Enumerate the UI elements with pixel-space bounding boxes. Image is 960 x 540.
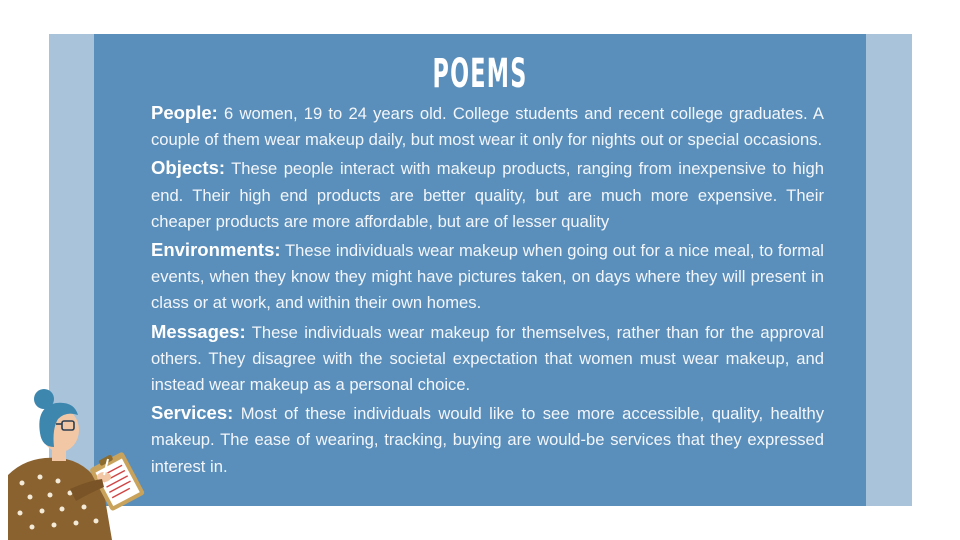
section-label: People: [151, 102, 218, 123]
section-label: Services: [151, 402, 234, 424]
section-services [151, 400, 824, 480]
section-people [151, 100, 824, 153]
section-label: Messages: [151, 320, 246, 342]
section-environments [151, 237, 824, 317]
section-label: Objects: [151, 157, 226, 179]
slide-title: POEMS [432, 51, 528, 97]
poems-content [151, 100, 824, 482]
woman-with-clipboard-icon [0, 385, 150, 540]
section-text: Most of these individuals would like to see more accessible, quality, healthy makeup. The ease of wearing, tracking, buying are would-be services that they expressed interest in. [151, 404, 824, 476]
section-messages [151, 319, 824, 399]
section-objects [151, 155, 824, 235]
section-label: Environments: [151, 239, 281, 261]
section-text: These people interact with makeup products, ranging from inexpensive to high end. Their high end products are better quality, but are much more expensive. Their cheaper products are more affordable, but are of lesser quality [151, 159, 824, 231]
section-text: These individuals wear makeup when going out for a nice meal, to formal events, when they know they might have pictures taken, on days where they will present in class or at work, and within their own homes. [151, 241, 824, 313]
section-text: These individuals wear makeup for themselves, rather than for the approval others. They disagree with the societal expectation that women must wear makeup, and instead wear makeup as a personal choice. [151, 322, 824, 395]
section-text: 6 women, 19 to 24 years old. College students and recent college graduates. A couple of them wear makeup daily, but most wear it only for nights out or special occasions. [151, 104, 824, 150]
